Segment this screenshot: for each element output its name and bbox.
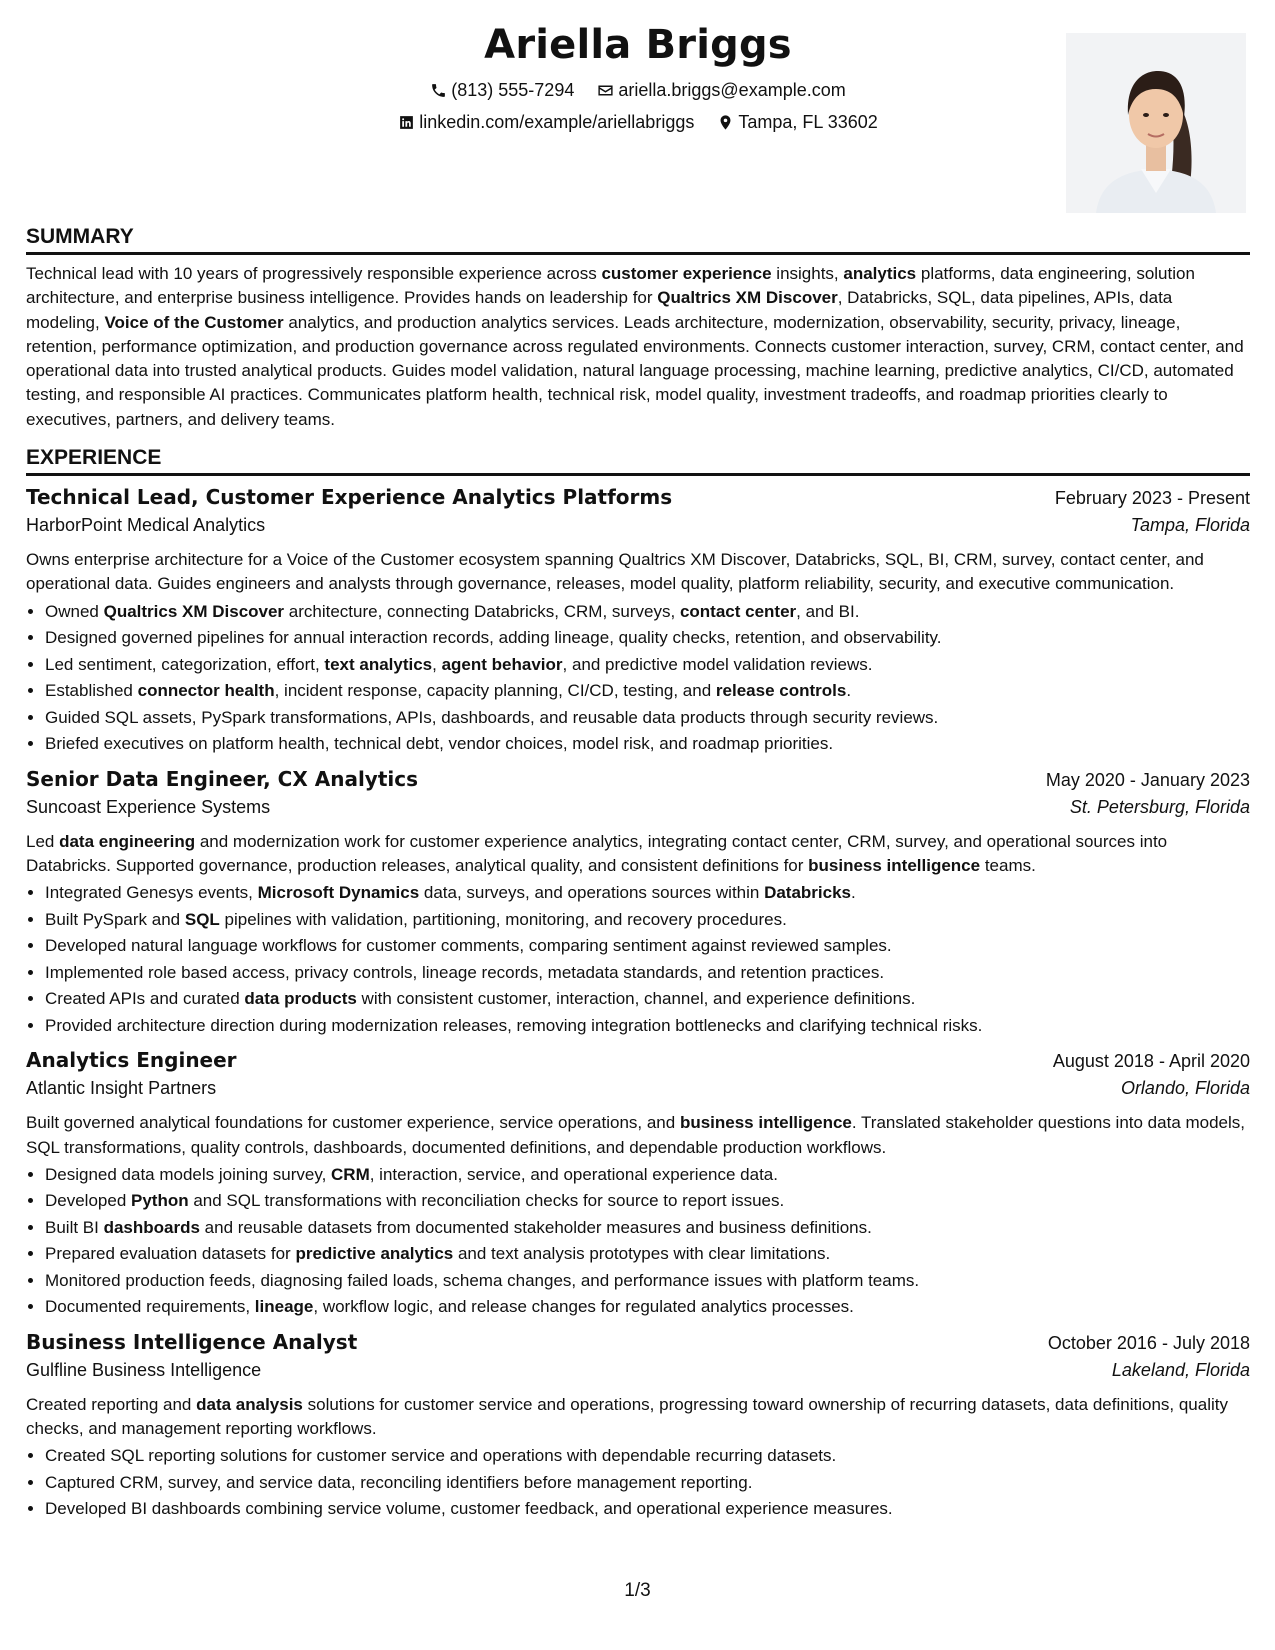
job-description: Owns enterprise architecture for a Voice of the Customer ecosystem spanning Qualtrics XM Discover, Databricks, SQL, BI, CRM, survey, contact center, and operational data. Guides engineers and analysts through governance, releases, model quality, platform reliability, security, and executive communication. bbox=[26, 550, 1204, 594]
job-bullet: • Monitored production feeds, diagnosing failed loads, schema changes, and performance issues with platform teams. bbox=[45, 1268, 1250, 1295]
resume-header bbox=[26, 0, 1250, 205]
linkedin-icon bbox=[398, 114, 415, 131]
job-bullet: • Led sentiment, categorization, effort, text analytics, agent behavior, and predictive model validation reviews. bbox=[45, 652, 1250, 679]
resume-page bbox=[26, 0, 1250, 1523]
map-pin-icon bbox=[717, 114, 734, 131]
job-entry bbox=[26, 1330, 1250, 1523]
job-location: Lakeland, Florida bbox=[1111, 1359, 1250, 1380]
job-header bbox=[26, 1330, 1250, 1360]
candidate-name: Ariella Briggs bbox=[484, 22, 792, 68]
phone-contact bbox=[430, 80, 574, 101]
linkedin-contact[interactable] bbox=[398, 112, 694, 133]
location-contact bbox=[717, 112, 877, 133]
job-bullet: • Owned Qualtrics XM Discover architecture, connecting Databricks, CRM, surveys, contact center, and BI. bbox=[45, 599, 1250, 626]
job-bullet: • Created APIs and curated data products with consistent customer, interaction, channel, and experience definitions. bbox=[45, 986, 1250, 1013]
email-contact[interactable] bbox=[597, 80, 845, 101]
job-location: Tampa, Florida bbox=[1130, 515, 1250, 536]
page-number: 1/3 bbox=[624, 1580, 651, 1601]
job-title: Business Intelligence Analyst bbox=[26, 1329, 358, 1354]
job-description: Built governed analytical foundations for customer experience, service operations, and business intelligence. Translated stakeholder questions into data models, SQL transformations, quality controls, dashboards, documented definitions, and dependable production workflows. bbox=[26, 1113, 1246, 1157]
job-entry bbox=[26, 485, 1250, 758]
summary-section bbox=[26, 225, 1250, 432]
phone-text: (813) 555-7294 bbox=[451, 80, 575, 100]
job-bullet: • Captured CRM, survey, and service data, reconciling identifiers before management reporting. bbox=[45, 1470, 1250, 1497]
job-bullet: • Developed Python and SQL transformations with reconciliation checks for source to report issues. bbox=[45, 1188, 1250, 1215]
job-description: Created reporting and data analysis solutions for customer service and operations, progressing toward ownership of recurring datasets, data definitions, quality checks, and management reporting workflows. bbox=[26, 1394, 1228, 1439]
job-company: HarborPoint Medical Analytics bbox=[26, 515, 266, 536]
job-location: St. Petersburg, Florida bbox=[1069, 796, 1250, 817]
summary-heading: SUMMARY bbox=[26, 225, 1250, 255]
job-company: Gulfline Business Intelligence bbox=[26, 1359, 262, 1380]
job-bullets bbox=[26, 1162, 1250, 1321]
job-bullet: • Created SQL reporting solutions for customer service and operations with dependable recurring datasets. bbox=[45, 1443, 1250, 1470]
job-bullet: • Developed natural language workflows for customer comments, comparing sentiment against reviewed samples. bbox=[45, 933, 1250, 960]
experience-section bbox=[26, 446, 1250, 1523]
envelope-icon bbox=[597, 82, 614, 99]
experience-list bbox=[26, 485, 1250, 1523]
job-subheader bbox=[26, 1078, 1250, 1108]
job-bullet: • Integrated Genesys events, Microsoft Dynamics data, surveys, and operations sources within Databricks. bbox=[45, 880, 1250, 907]
job-dates: February 2023 - Present bbox=[1054, 488, 1250, 509]
job-header bbox=[26, 767, 1250, 797]
job-entry bbox=[26, 1048, 1250, 1321]
job-bullets bbox=[26, 599, 1250, 758]
job-bullet: • Prepared evaluation datasets for predictive analytics and text analysis prototypes with clear limitations. bbox=[45, 1241, 1250, 1268]
job-bullet: • Guided SQL assets, PySpark transformations, APIs, dashboards, and reusable data products through security reviews. bbox=[45, 705, 1250, 732]
job-bullet: • Designed data models joining survey, CRM, interaction, service, and operational experience data. bbox=[45, 1162, 1250, 1189]
job-bullets bbox=[26, 1443, 1250, 1523]
job-bullet: • Implemented role based access, privacy controls, lineage records, metadata standards, and retention practices. bbox=[45, 960, 1250, 987]
job-company: Suncoast Experience Systems bbox=[26, 796, 271, 817]
job-title: Analytics Engineer bbox=[26, 1048, 237, 1073]
job-header bbox=[26, 1048, 1250, 1078]
job-bullets bbox=[26, 880, 1250, 1039]
job-bullet: • Briefed executives on platform health, technical debt, vendor choices, model risk, and roadmap priorities. bbox=[45, 731, 1250, 758]
linkedin-text: linkedin.com/example/ariellabriggs bbox=[419, 112, 695, 132]
job-dates: May 2020 - January 2023 bbox=[1045, 769, 1250, 790]
job-dates: August 2018 - April 2020 bbox=[1052, 1051, 1250, 1072]
job-bullet: • Developed BI dashboards combining service volume, customer feedback, and operational experience measures. bbox=[45, 1496, 1250, 1523]
job-title: Senior Data Engineer, CX Analytics bbox=[26, 766, 419, 791]
job-dates: October 2016 - July 2018 bbox=[1047, 1332, 1250, 1353]
job-entry bbox=[26, 767, 1250, 1040]
job-bullet: • Documented requirements, lineage, workflow logic, and release changes for regulated analytics processes. bbox=[45, 1294, 1250, 1321]
phone-icon bbox=[430, 82, 447, 99]
job-location: Orlando, Florida bbox=[1120, 1078, 1250, 1099]
job-header bbox=[26, 485, 1250, 515]
job-subheader bbox=[26, 797, 1250, 827]
experience-heading: EXPERIENCE bbox=[26, 446, 1250, 476]
profile-photo bbox=[1066, 33, 1246, 213]
job-bullet: • Provided architecture direction during modernization releases, removing integration bottlenecks and clarifying technical risks. bbox=[45, 1013, 1250, 1040]
job-bullet: • Built BI dashboards and reusable datasets from documented stakeholder measures and business definitions. bbox=[45, 1215, 1250, 1242]
job-subheader bbox=[26, 515, 1250, 545]
summary-text: Technical lead with 10 years of progressively responsible experience across customer experience insights, analytics platforms, data engineering, solution architecture, and enterprise business intelligence. Provides hands on leadership for Qualtrics XM Discover, Databricks, SQL, data pipelines, APIs, data modeling, Voice of the Customer analytics, and production analytics services. Leads architecture, modernization, observability, security, privacy, lineage, retention, performance optimization, and production governance across regulated environments. Connects customer interaction, survey, CRM, contact center, and operational data into trusted analytical products. Guides model validation, natural language processing, machine learning, predictive analytics, CI/CD, automated testing, and responsible AI practices. Communicates platform health, technical risk, model quality, investment tradeoffs, and roadmap priorities clearly to executives, partners, and delivery teams. bbox=[26, 264, 1244, 429]
job-description: Led data engineering and modernization work for customer experience analytics, integrating contact center, CRM, survey, and operational sources into Databricks. Supported governance, production releases, analytical quality, and consistent definitions for business intelligence teams. bbox=[26, 831, 1168, 875]
location-text: Tampa, FL 33602 bbox=[738, 112, 878, 132]
job-subheader bbox=[26, 1360, 1250, 1390]
job-title: Technical Lead, Customer Experience Analytics Platforms bbox=[26, 485, 673, 510]
job-bullet: • Built PySpark and SQL pipelines with validation, partitioning, monitoring, and recovery procedures. bbox=[45, 907, 1250, 934]
job-company: Atlantic Insight Partners bbox=[26, 1078, 217, 1099]
email-text: ariella.briggs@example.com bbox=[618, 80, 846, 100]
job-bullet: • Established connector health, incident response, capacity planning, CI/CD, testing, and release controls. bbox=[45, 678, 1250, 705]
job-bullet: • Designed governed pipelines for annual interaction records, adding lineage, quality checks, retention, and observability. bbox=[45, 625, 1250, 652]
